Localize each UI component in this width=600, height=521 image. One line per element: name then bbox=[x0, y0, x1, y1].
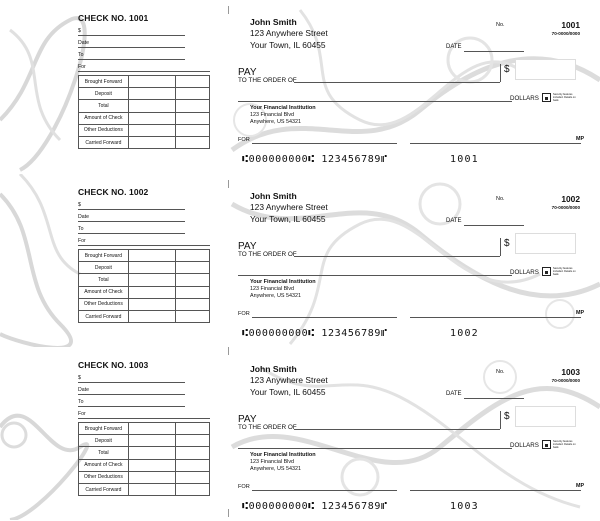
date-label: DATE bbox=[446, 218, 462, 224]
table-row bbox=[79, 76, 210, 88]
check-number-label: No. bbox=[496, 369, 505, 375]
memo-label: FOR bbox=[238, 311, 250, 317]
ledger-value-cell[interactable] bbox=[128, 112, 176, 124]
padlock-icon bbox=[542, 93, 551, 102]
stub-to-field[interactable]: To bbox=[78, 51, 185, 60]
ledger-cents-cell[interactable] bbox=[176, 423, 210, 435]
ledger-label: Other Deductions bbox=[79, 471, 129, 483]
perforation-mark bbox=[228, 347, 229, 355]
ledger-label: Carried Forward bbox=[79, 310, 129, 322]
stub-ledger-table bbox=[78, 249, 210, 323]
bank-address-1: 123 Financial Blvd bbox=[250, 112, 295, 118]
ledger-value-cell[interactable] bbox=[128, 471, 176, 483]
ledger-value-cell[interactable] bbox=[128, 423, 176, 435]
account-holder-name: John Smith bbox=[250, 364, 297, 374]
fractional-routing: 70-0000/0000 bbox=[551, 205, 580, 210]
stub-title: CHECK NO. 1001 bbox=[78, 13, 149, 23]
stub-amount-field[interactable]: $ bbox=[78, 201, 185, 210]
memo-label: FOR bbox=[238, 484, 250, 490]
ledger-cents-cell[interactable] bbox=[176, 124, 210, 136]
memo-field[interactable] bbox=[252, 317, 397, 318]
date-label: DATE bbox=[446, 391, 462, 397]
payee-divider bbox=[500, 411, 501, 429]
ledger-value-cell[interactable] bbox=[128, 88, 176, 100]
date-field[interactable] bbox=[464, 225, 524, 226]
account-holder-address-2: Your Town, IL 60455 bbox=[250, 387, 326, 397]
account-holder-address-1: 123 Anywhere Street bbox=[250, 202, 328, 212]
account-holder-address-1: 123 Anywhere Street bbox=[250, 375, 328, 385]
memo-field[interactable] bbox=[252, 490, 397, 491]
order-of-label: TO THE ORDER OF bbox=[238, 251, 297, 258]
ledger-label: Brought Forward bbox=[79, 76, 129, 88]
memo-label: FOR bbox=[238, 137, 250, 143]
dollar-sign: $ bbox=[504, 238, 510, 249]
stub-title: CHECK NO. 1002 bbox=[78, 187, 149, 197]
table-row bbox=[79, 310, 210, 322]
security-note: Security features included. Details on back. bbox=[553, 440, 576, 449]
ledger-label: Deposit bbox=[79, 88, 129, 100]
ledger-cents-cell[interactable] bbox=[176, 274, 210, 286]
check-stub bbox=[0, 174, 215, 347]
micr-check-number: 1002 bbox=[450, 328, 479, 339]
table-row bbox=[79, 459, 210, 471]
check-body bbox=[232, 174, 600, 347]
order-of-label: TO THE ORDER OF bbox=[238, 77, 297, 84]
ledger-label: Total bbox=[79, 447, 129, 459]
pay-label: PAY bbox=[238, 414, 257, 425]
check-body bbox=[232, 0, 600, 173]
ledger-value-cell[interactable] bbox=[128, 310, 176, 322]
padlock-icon bbox=[542, 440, 551, 449]
check-row-1 bbox=[0, 0, 600, 173]
check-number: 1001 bbox=[561, 20, 580, 30]
micr-line: ⑆000000000⑆ 123456789⑈ bbox=[242, 328, 388, 339]
order-of-label: TO THE ORDER OF bbox=[238, 424, 297, 431]
account-holder-name: John Smith bbox=[250, 191, 297, 201]
bank-name: Your Financial Institution bbox=[250, 452, 316, 458]
bank-name: Your Financial Institution bbox=[250, 279, 316, 285]
ledger-value-cell[interactable] bbox=[128, 447, 176, 459]
check-body bbox=[232, 347, 600, 520]
stub-date-field[interactable]: Date bbox=[78, 213, 185, 222]
check-stub bbox=[0, 347, 215, 520]
dollar-sign: $ bbox=[504, 411, 510, 422]
amount-words-field[interactable] bbox=[238, 448, 512, 449]
stub-amount-field[interactable]: $ bbox=[78, 374, 185, 383]
bank-address-1: 123 Financial Blvd bbox=[250, 286, 295, 292]
check-row-2 bbox=[0, 174, 600, 347]
perforation-mark bbox=[228, 180, 229, 188]
signature-field[interactable] bbox=[410, 317, 581, 318]
table-row bbox=[79, 274, 210, 286]
ledger-cents-cell[interactable] bbox=[176, 298, 210, 310]
account-holder-address-2: Your Town, IL 60455 bbox=[250, 214, 326, 224]
table-row bbox=[79, 471, 210, 483]
check-number: 1003 bbox=[561, 367, 580, 377]
mp-mark: MP bbox=[576, 483, 585, 489]
micr-line: ⑆000000000⑆ 123456789⑈ bbox=[242, 154, 388, 165]
bank-address-2: Anywhere, US 54321 bbox=[250, 466, 301, 472]
perforation-mark bbox=[228, 509, 229, 517]
table-row bbox=[79, 100, 210, 112]
amount-field[interactable] bbox=[515, 406, 576, 427]
table-row bbox=[79, 483, 210, 495]
stub-for-field[interactable]: For bbox=[78, 410, 210, 419]
ledger-value-cell[interactable] bbox=[128, 435, 176, 447]
ledger-value-cell[interactable] bbox=[128, 124, 176, 136]
table-row bbox=[79, 250, 210, 262]
memo-field[interactable] bbox=[252, 143, 397, 144]
ledger-value-cell[interactable] bbox=[128, 100, 176, 112]
padlock-icon bbox=[542, 267, 551, 276]
ledger-value-cell[interactable] bbox=[128, 262, 176, 274]
security-note: Security features included. Details on back. bbox=[553, 93, 576, 102]
perforation-mark bbox=[228, 6, 229, 14]
ledger-label: Total bbox=[79, 100, 129, 112]
ledger-cents-cell[interactable] bbox=[176, 136, 210, 148]
mp-mark: MP bbox=[576, 136, 585, 142]
date-label: DATE bbox=[446, 44, 462, 50]
security-note: Security features included. Details on back. bbox=[553, 267, 576, 276]
stub-to-field[interactable]: To bbox=[78, 225, 185, 234]
amount-field[interactable] bbox=[515, 233, 576, 254]
ledger-label: Amount of Check bbox=[79, 112, 129, 124]
stub-amount-field[interactable]: $ bbox=[78, 27, 185, 36]
stub-date-field[interactable]: Date bbox=[78, 39, 185, 48]
check-number-label: No. bbox=[496, 196, 505, 202]
ledger-cents-cell[interactable] bbox=[176, 459, 210, 471]
mp-mark: MP bbox=[576, 310, 585, 316]
ledger-value-cell[interactable] bbox=[128, 250, 176, 262]
ledger-value-cell[interactable] bbox=[128, 274, 176, 286]
pay-label: PAY bbox=[238, 67, 257, 78]
payee-field[interactable] bbox=[294, 82, 500, 83]
stub-title: CHECK NO. 1003 bbox=[78, 360, 149, 370]
table-row bbox=[79, 298, 210, 310]
bank-address-1: 123 Financial Blvd bbox=[250, 459, 295, 465]
signature-field[interactable] bbox=[410, 490, 581, 491]
payee-field[interactable] bbox=[294, 256, 500, 257]
stub-date-field[interactable]: Date bbox=[78, 386, 185, 395]
ledger-cents-cell[interactable] bbox=[176, 88, 210, 100]
ledger-label: Brought Forward bbox=[79, 250, 129, 262]
stub-to-field[interactable]: To bbox=[78, 398, 185, 407]
ledger-cents-cell[interactable] bbox=[176, 76, 210, 88]
date-field[interactable] bbox=[464, 398, 524, 399]
payee-divider bbox=[500, 238, 501, 256]
table-row bbox=[79, 124, 210, 136]
date-field[interactable] bbox=[464, 51, 524, 52]
table-row bbox=[79, 88, 210, 100]
table-row bbox=[79, 286, 210, 298]
table-row bbox=[79, 136, 210, 148]
stub-ledger-table bbox=[78, 422, 210, 496]
bank-name: Your Financial Institution bbox=[250, 105, 316, 111]
ledger-label: Amount of Check bbox=[79, 286, 129, 298]
ledger-cents-cell[interactable] bbox=[176, 112, 210, 124]
ledger-cents-cell[interactable] bbox=[176, 435, 210, 447]
signature-field[interactable] bbox=[410, 143, 581, 144]
amount-field[interactable] bbox=[515, 59, 576, 80]
ledger-value-cell[interactable] bbox=[128, 483, 176, 495]
bank-address-2: Anywhere, US 54321 bbox=[250, 293, 301, 299]
ledger-label: Other Deductions bbox=[79, 298, 129, 310]
ledger-label: Deposit bbox=[79, 435, 129, 447]
account-holder-address-2: Your Town, IL 60455 bbox=[250, 40, 326, 50]
ledger-cents-cell[interactable] bbox=[176, 483, 210, 495]
ledger-cents-cell[interactable] bbox=[176, 250, 210, 262]
ledger-cents-cell[interactable] bbox=[176, 471, 210, 483]
fractional-routing: 70-0000/0000 bbox=[551, 378, 580, 383]
table-row bbox=[79, 447, 210, 459]
dollar-sign: $ bbox=[504, 64, 510, 75]
bank-address-2: Anywhere, US 54321 bbox=[250, 119, 301, 125]
ledger-label: Deposit bbox=[79, 262, 129, 274]
ledger-cents-cell[interactable] bbox=[176, 100, 210, 112]
ledger-cents-cell[interactable] bbox=[176, 286, 210, 298]
check-number: 1002 bbox=[561, 194, 580, 204]
amount-words-field[interactable] bbox=[238, 275, 512, 276]
pay-label: PAY bbox=[238, 241, 257, 252]
micr-check-number: 1001 bbox=[450, 154, 479, 165]
table-row bbox=[79, 435, 210, 447]
ledger-label: Total bbox=[79, 274, 129, 286]
table-row bbox=[79, 262, 210, 274]
account-holder-name: John Smith bbox=[250, 17, 297, 27]
ledger-label: Carried Forward bbox=[79, 136, 129, 148]
ledger-cents-cell[interactable] bbox=[176, 447, 210, 459]
ledger-value-cell[interactable] bbox=[128, 286, 176, 298]
ledger-label: Other Deductions bbox=[79, 124, 129, 136]
dollars-label: DOLLARS bbox=[510, 269, 539, 276]
stub-for-field[interactable]: For bbox=[78, 63, 210, 72]
check-number-label: No. bbox=[496, 22, 505, 28]
ledger-value-cell[interactable] bbox=[128, 76, 176, 88]
ledger-value-cell[interactable] bbox=[128, 459, 176, 471]
check-stub bbox=[0, 0, 215, 173]
ledger-cents-cell[interactable] bbox=[176, 262, 210, 274]
dollars-label: DOLLARS bbox=[510, 442, 539, 449]
check-row-3 bbox=[0, 347, 600, 520]
stub-ledger-table bbox=[78, 75, 210, 149]
account-holder-address-1: 123 Anywhere Street bbox=[250, 28, 328, 38]
ledger-cents-cell[interactable] bbox=[176, 310, 210, 322]
table-row bbox=[79, 112, 210, 124]
stub-for-field[interactable]: For bbox=[78, 237, 210, 246]
amount-words-field[interactable] bbox=[238, 101, 512, 102]
ledger-value-cell[interactable] bbox=[128, 298, 176, 310]
table-row bbox=[79, 423, 210, 435]
ledger-label: Amount of Check bbox=[79, 459, 129, 471]
ledger-label: Brought Forward bbox=[79, 423, 129, 435]
micr-line: ⑆000000000⑆ 123456789⑈ bbox=[242, 501, 388, 512]
payee-divider bbox=[500, 64, 501, 82]
dollars-label: DOLLARS bbox=[510, 95, 539, 102]
payee-field[interactable] bbox=[294, 429, 500, 430]
ledger-label: Carried Forward bbox=[79, 483, 129, 495]
ledger-value-cell[interactable] bbox=[128, 136, 176, 148]
micr-check-number: 1003 bbox=[450, 501, 479, 512]
fractional-routing: 70-0000/0000 bbox=[551, 31, 580, 36]
